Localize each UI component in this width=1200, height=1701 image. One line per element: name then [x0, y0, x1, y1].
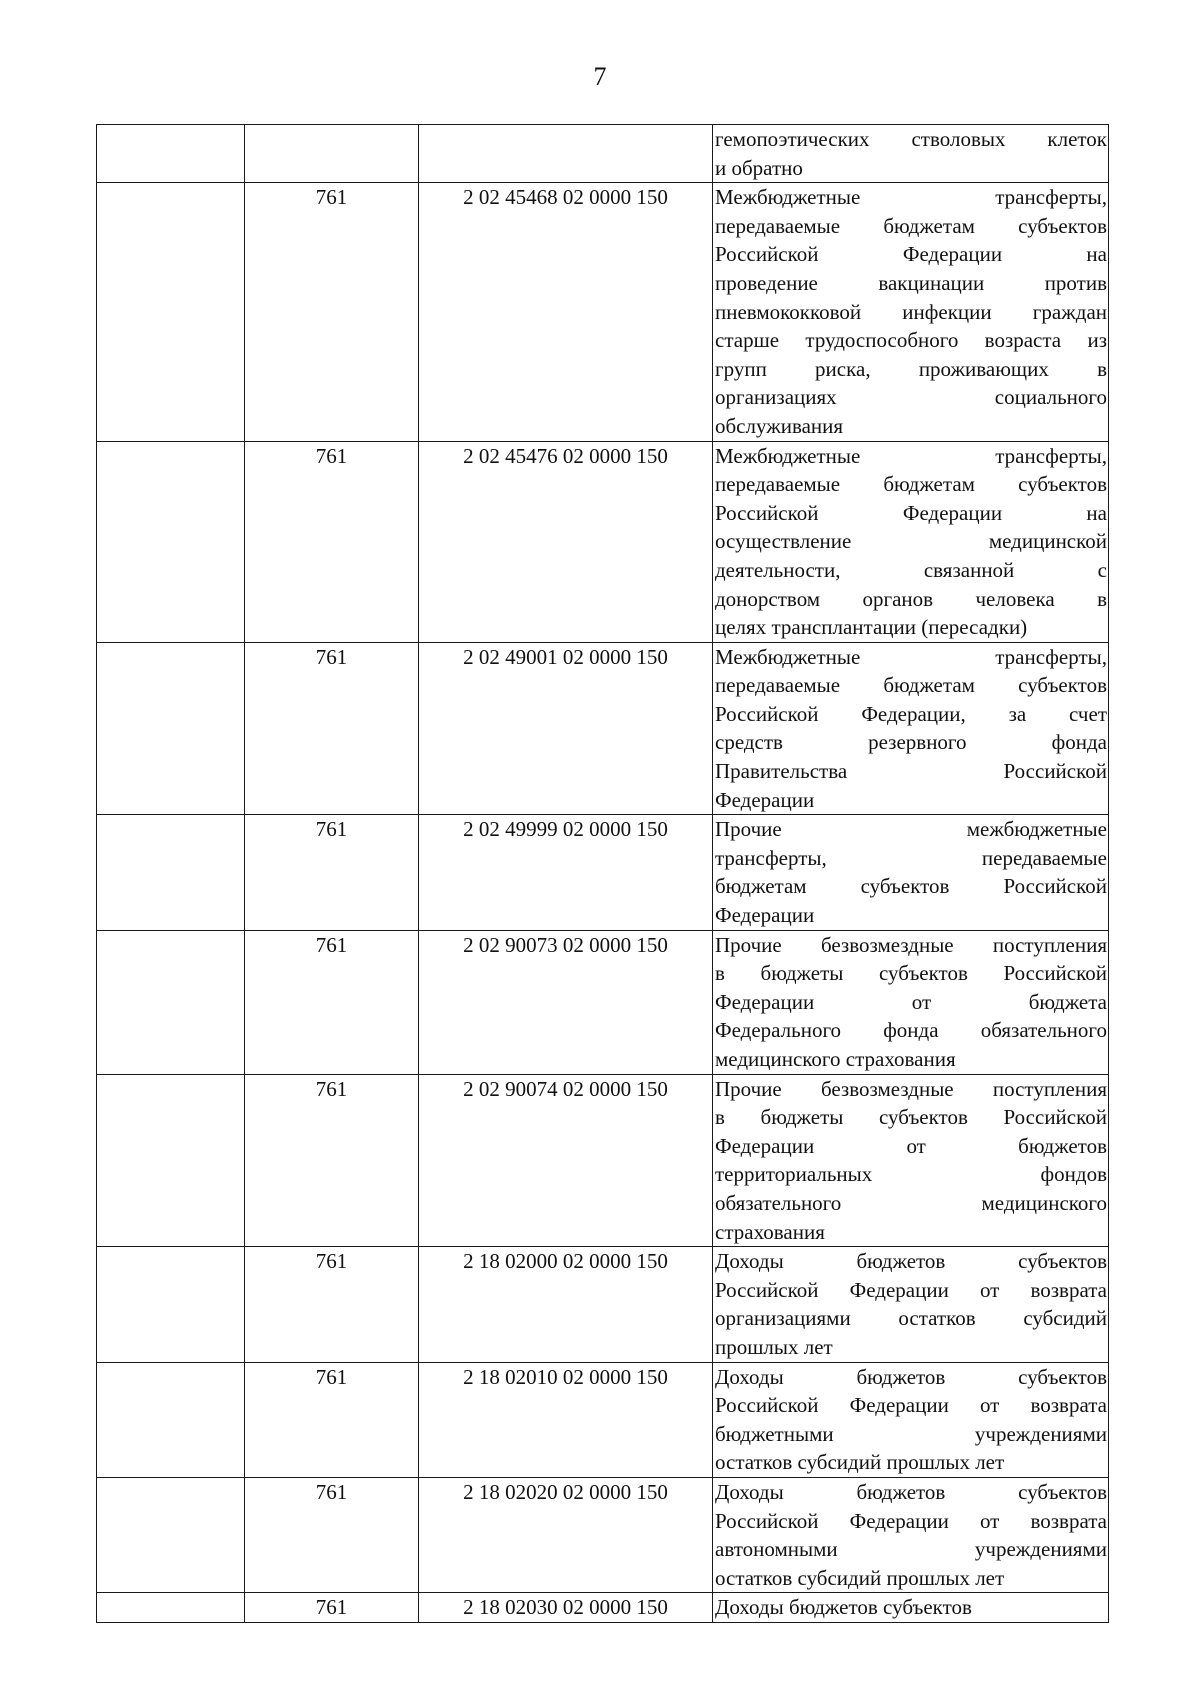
empty-cell — [97, 815, 245, 930]
description-line: Правительства Российской — [715, 759, 1107, 784]
description-text — [713, 1247, 1108, 1361]
description-line: организациях социального — [715, 385, 1107, 410]
description-line: осуществление медицинской — [715, 529, 1107, 554]
empty-cell — [97, 441, 245, 642]
budget-codes-table — [96, 124, 1109, 1623]
description-line: донорством органов человека в — [715, 586, 1107, 611]
description-cell — [713, 441, 1109, 642]
description-line: территориальных фондов — [715, 1162, 1107, 1187]
description-line: Доходы бюджетов субъектов — [715, 1249, 1107, 1274]
budget-code-cell: 2 18 02000 02 0000 150 — [419, 1247, 713, 1362]
description-cell — [713, 183, 1109, 441]
description-line: средств резервного фонда — [715, 730, 1107, 755]
description-line: Доходы бюджетов субъектов — [715, 1364, 1107, 1389]
empty-cell — [97, 1247, 245, 1362]
empty-cell — [97, 183, 245, 441]
description-text — [713, 931, 1108, 1074]
description-line: в бюджеты субъектов Российской — [715, 1105, 1107, 1130]
page-number: 7 — [593, 62, 607, 91]
description-line: Прочие межбюджетные — [715, 817, 1107, 842]
description-cell — [713, 815, 1109, 930]
table-row — [97, 930, 1109, 1074]
description-line: Доходы бюджетов субъектов — [715, 1595, 972, 1620]
description-line: Российской Федерации от возврата — [715, 1508, 1107, 1533]
budget-code-cell: 2 02 49999 02 0000 150 — [419, 815, 713, 930]
table-row — [97, 125, 1109, 183]
description-line: прошлых лет — [715, 1334, 833, 1359]
table-row — [97, 441, 1109, 642]
description-line: остатков субсидий прошлых лет — [715, 1450, 1005, 1475]
description-line: автономными учреждениями — [715, 1537, 1107, 1562]
description-text — [713, 1593, 1108, 1622]
description-text — [713, 125, 1108, 182]
budget-code-cell: 2 02 90073 02 0000 150 — [419, 930, 713, 1074]
description-line: передаваемые бюджетам субъектов — [715, 213, 1107, 238]
description-line: пневмококковой инфекции граждан — [715, 299, 1107, 324]
description-cell — [713, 1477, 1109, 1592]
budget-code-cell: 2 02 45476 02 0000 150 — [419, 441, 713, 642]
table-row — [97, 183, 1109, 441]
description-cell — [713, 930, 1109, 1074]
description-line: организациями остатков субсидий — [715, 1306, 1107, 1331]
description-cell — [713, 1247, 1109, 1362]
table-body — [97, 125, 1109, 1623]
table-row — [97, 1074, 1109, 1247]
table-row — [97, 1362, 1109, 1477]
empty-cell — [97, 1074, 245, 1247]
description-line: Межбюджетные трансферты, — [715, 644, 1107, 669]
table-row — [97, 642, 1109, 815]
table-row — [97, 1247, 1109, 1362]
description-line: Прочие безвозмездные поступления — [715, 932, 1107, 957]
description-line: передаваемые бюджетам субъектов — [715, 673, 1107, 698]
description-line: бюджетам субъектов Российской — [715, 874, 1107, 899]
description-line: групп риска, проживающих в — [715, 356, 1107, 381]
admin-code-cell: 761 — [245, 1074, 419, 1247]
description-line: Межбюджетные трансферты, — [715, 185, 1107, 210]
description-line: в бюджеты субъектов Российской — [715, 961, 1107, 986]
budget-code-cell: 2 18 02010 02 0000 150 — [419, 1362, 713, 1477]
admin-code-cell: 761 — [245, 1362, 419, 1477]
table-row — [97, 1477, 1109, 1592]
table-row — [97, 815, 1109, 930]
description-text — [713, 643, 1108, 815]
description-line: Доходы бюджетов субъектов — [715, 1479, 1107, 1504]
description-line: Федерации от бюджетов — [715, 1133, 1107, 1158]
description-text — [713, 442, 1108, 642]
description-text — [713, 183, 1108, 440]
description-line: Межбюджетные трансферты, — [715, 443, 1107, 468]
description-line: Российской Федерации от возврата — [715, 1277, 1107, 1302]
description-line: Федерации от бюджета — [715, 989, 1107, 1014]
empty-cell — [97, 1593, 245, 1623]
description-line: деятельности, связанной с — [715, 557, 1107, 582]
description-line: целях трансплантации (пересадки) — [715, 615, 1028, 640]
description-line: Российской Федерации от возврата — [715, 1393, 1107, 1418]
description-line: передаваемые бюджетам субъектов — [715, 472, 1107, 497]
description-text — [713, 815, 1108, 929]
description-cell — [713, 1362, 1109, 1477]
budget-code-cell: 2 02 49001 02 0000 150 — [419, 642, 713, 815]
budget-code-cell: 2 18 02020 02 0000 150 — [419, 1477, 713, 1592]
description-line: бюджетными учреждениями — [715, 1421, 1107, 1446]
description-line: проведение вакцинации против — [715, 270, 1107, 295]
admin-code-cell: 761 — [245, 642, 419, 815]
description-line: Федерации — [715, 903, 815, 928]
admin-code-cell: 761 — [245, 441, 419, 642]
admin-code-cell: 761 — [245, 930, 419, 1074]
description-text — [713, 1363, 1108, 1477]
budget-code-cell — [419, 125, 713, 183]
empty-cell — [97, 125, 245, 183]
description-line: трансферты, передаваемые — [715, 845, 1107, 870]
description-line: и обратно — [715, 155, 803, 180]
description-text — [713, 1075, 1108, 1247]
admin-code-cell: 761 — [245, 1477, 419, 1592]
table-row — [97, 1593, 1109, 1623]
description-line: гемопоэтических стволовых клеток — [715, 127, 1107, 151]
empty-cell — [97, 1362, 245, 1477]
description-line: обязательного медицинского — [715, 1190, 1107, 1215]
admin-code-cell — [245, 125, 419, 183]
description-line: старше трудоспособного возраста из — [715, 328, 1107, 353]
description-cell — [713, 642, 1109, 815]
budget-code-cell: 2 02 45468 02 0000 150 — [419, 183, 713, 441]
budget-code-cell: 2 02 90074 02 0000 150 — [419, 1074, 713, 1247]
admin-code-cell: 761 — [245, 815, 419, 930]
description-line: страхования — [715, 1219, 825, 1244]
admin-code-cell: 761 — [245, 1247, 419, 1362]
description-cell — [713, 1593, 1109, 1623]
description-line: остатков субсидий прошлых лет — [715, 1565, 1005, 1590]
budget-code-cell: 2 18 02030 02 0000 150 — [419, 1593, 713, 1623]
description-line: Прочие безвозмездные поступления — [715, 1076, 1107, 1101]
description-line: Российской Федерации на — [715, 500, 1107, 525]
empty-cell — [97, 930, 245, 1074]
description-text — [713, 1478, 1108, 1592]
description-cell — [713, 125, 1109, 183]
empty-cell — [97, 1477, 245, 1592]
description-line: Федерального фонда обязательного — [715, 1018, 1107, 1043]
empty-cell — [97, 642, 245, 815]
admin-code-cell: 761 — [245, 1593, 419, 1623]
description-line: Федерации — [715, 787, 815, 812]
admin-code-cell: 761 — [245, 183, 419, 441]
description-line: Российской Федерации на — [715, 242, 1107, 267]
description-line: Российской Федерации, за счет — [715, 701, 1107, 726]
description-line: медицинского страхования — [715, 1047, 956, 1071]
description-line: обслуживания — [715, 413, 844, 438]
description-cell — [713, 1074, 1109, 1247]
